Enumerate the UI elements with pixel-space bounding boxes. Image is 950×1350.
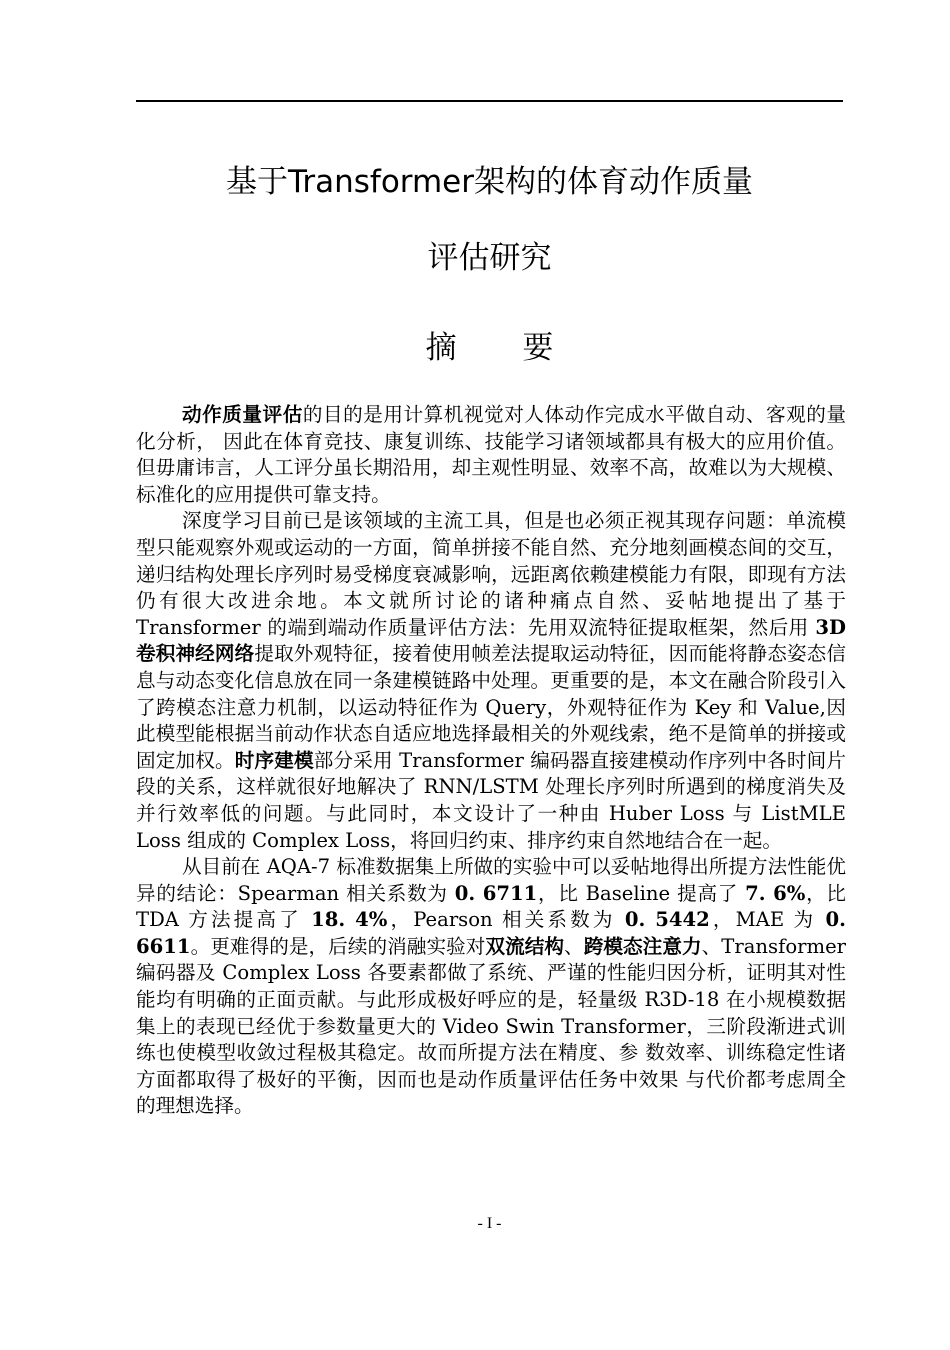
emphasized-term: 动作质量评估 xyxy=(182,403,303,426)
abstract-paragraph-2 xyxy=(136,508,846,854)
emphasized-term: 双流结构 xyxy=(485,934,565,958)
paragraph-text: 。更难得的是，后续的消融实验对 xyxy=(190,934,486,958)
emphasized-term: 7. 6% xyxy=(745,881,806,905)
abstract-paragraph-1 xyxy=(136,402,846,508)
header-rule xyxy=(136,100,843,102)
abstract-paragraph-3 xyxy=(136,854,846,1120)
emphasized-term: 0. 6611 xyxy=(136,908,846,958)
emphasized-term: 0. 6711 xyxy=(454,881,538,905)
abstract-body xyxy=(136,402,846,1120)
document-title-line-2: 评估研究 xyxy=(427,240,552,276)
paragraph-text: 的目的是用计算机视觉对人体动作完成水平做自动、客观的量化分析， 因此在体育竞技、康复训练、技能学习诸领域都具有极大的应用价值。但毋庸讳言，人工评分虽长期沿用，却主观性明显、效率不高，故难以为大规模、标准化的应用提供可靠支持。 xyxy=(136,403,847,506)
paragraph-text: ，Pearson 相关系数为 xyxy=(387,908,625,932)
emphasized-term: 18. 4% xyxy=(311,908,388,932)
abstract-heading: 摘 要 xyxy=(425,330,582,366)
paragraph-text: 、Transformer 编码器及 Complex Loss 各要素都做了系统、严谨的性能归因分析，证明其对性能均有明确的正面贡献。与此形成极好呼应的是，轻量级 R3D-18 在小规模数据集上的表现已经优于参数量更大的 Video Swin Transformer，三阶段渐进式训练也使模型收敛过程极其稳定。故而所提方法在精度、参 数效率、训练稳定性诸方面都取得了极好的平衡，因而也是动作质量评估任务中效果 与代价都考虑周全的理想选择。 xyxy=(136,934,847,1118)
emphasized-term: 0. 5442 xyxy=(624,908,710,932)
emphasized-term: 跨模态注意力 xyxy=(583,934,702,958)
paragraph-text: 深度学习目前已是该领域的主流工具，但是也必须正视其现存问题：单流模型只能观察外观或运动的一方面，简单拼接不能自然、充分地刻画模态间的交互，递归结构处理长序列时易受梯度衰减影响，远距离依赖建模能力有限，即现有方法仍有很大改进余地。本文就所讨论的诸种痛点自然、妥帖地提出了基于 Transformer 的端到端动作质量评估方法：先用双流特征提取框架，然后用 xyxy=(136,509,846,639)
paragraph-text: ，比 Baseline 提高了 xyxy=(537,881,746,905)
paragraph-text: 、 xyxy=(564,934,584,958)
emphasized-term: 3D 卷积神经网络 xyxy=(136,615,846,666)
paragraph-text: ，比 TDA 方法提高了 xyxy=(136,881,847,932)
paragraph-text: ，MAE 为 xyxy=(709,908,826,932)
page-number: - I - xyxy=(477,1215,502,1232)
paragraph-text: 从目前在 AQA-7 标准数据集上所做的实验中可以妥帖地得出所提方法性能优异的结论：Spearman 相关系数为 xyxy=(136,855,846,905)
paragraph-text: 提取外观特征，接着使用帧差法提取运动特征，因而能将静态姿态信息与动态变化信息放在同一条建模链路中处理。更重要的是，本文在融合阶段引入了跨模态注意力机制，以运动特征作为 Query，外观特征作为 Key 和 Value,因此模型能根据当前动作状态自适应地选择最相关的外观线索，绝不是简单的拼接或固定加权。 xyxy=(136,642,847,772)
document-title-line-1: 基于Transformer架构的体育动作质量 xyxy=(225,164,753,200)
paragraph-text: 部分采用 Transformer 编码器直接建模动作序列中各时间片段的关系，这样就很好地解决了 RNN/LSTM 处理长序列时所遇到的梯度消失及并行效率低的问题。与此同时，本文设计了一种由 Huber Loss 与 ListMLE Loss 组成的 Complex Loss，将回归约束、排序约束自然地结合在一起。 xyxy=(136,748,846,852)
emphasized-term: 时序建模 xyxy=(234,748,314,772)
